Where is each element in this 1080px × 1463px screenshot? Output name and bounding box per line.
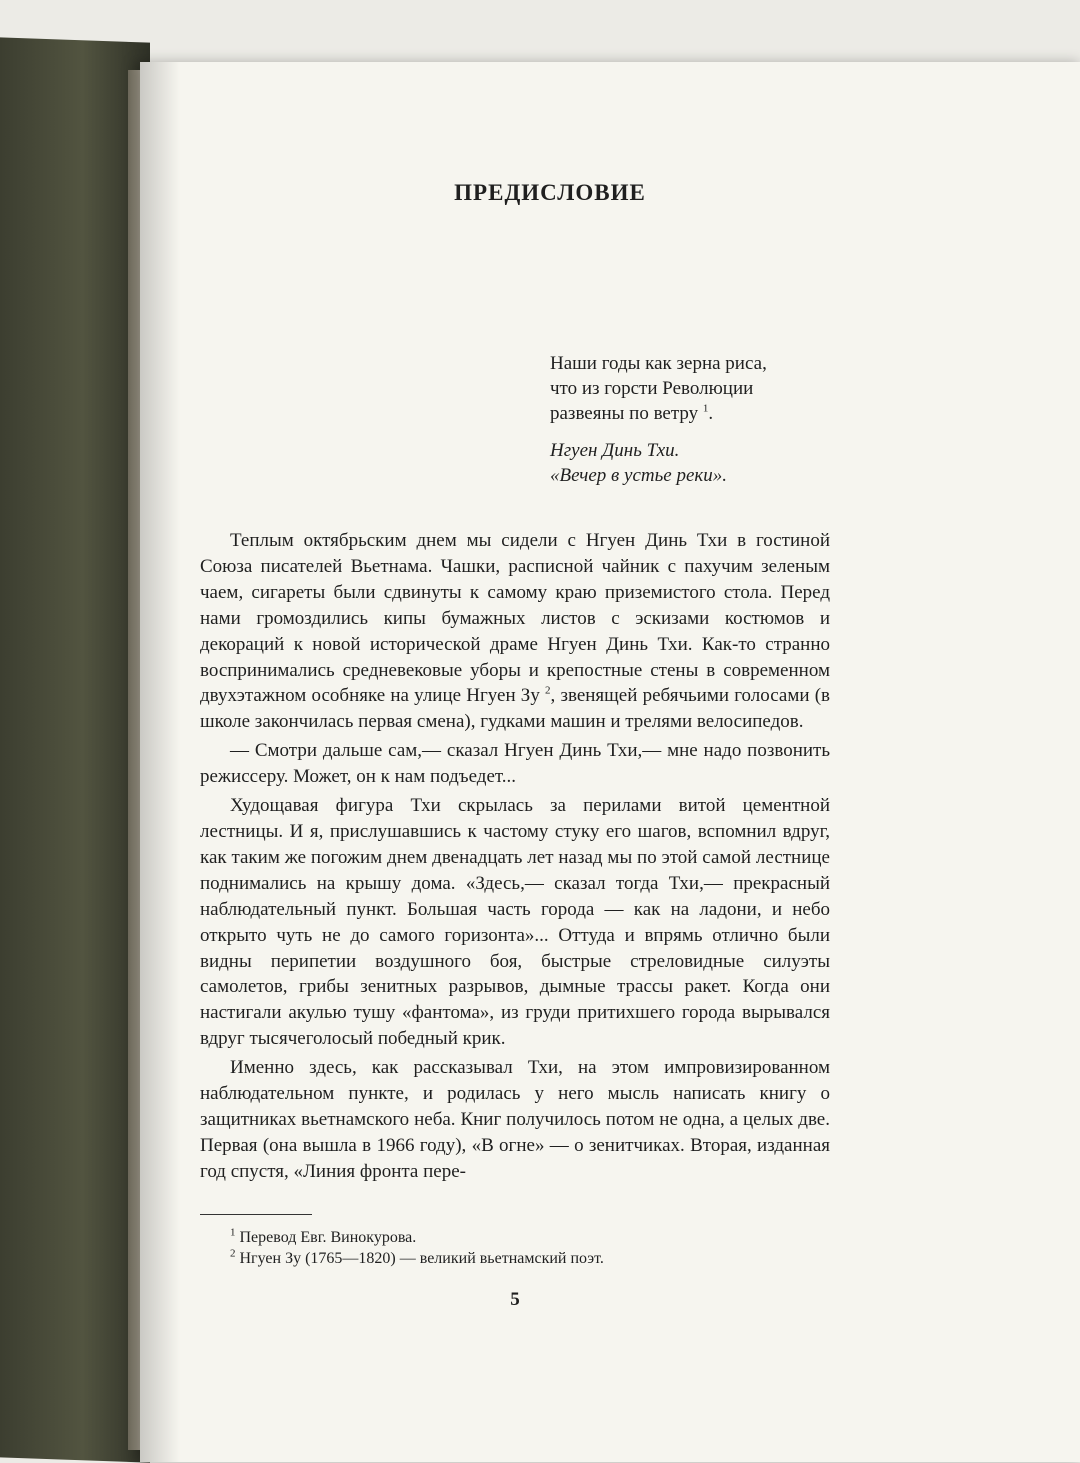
footnote: $^2$ Нгуен Зу (1765—1820) — великий вьетнамский поэт. [230,1247,604,1267]
footnote-mark: 1 [230,1226,236,1239]
epigraph [550,351,850,488]
paragraph: — Смотри дальше сам,— сказал Нгуен Динь Тхи,— мне надо позвонить режиссеру. Может, он к нам подъедет... [200,740,830,788]
footnote-divider [200,1214,312,1215]
epigraph-line: что из горсти Революции [550,378,754,399]
epigraph-line: развеяны по ветру $^1$. [550,402,714,424]
epigraph-verse [550,351,850,426]
page-number: 5 [510,1288,520,1310]
footnote: $^1$ Перевод Евг. Винокурова. [230,1226,417,1246]
page-title: ПРЕДИСЛОВИЕ [454,180,646,205]
epigraph-attribution [550,438,850,488]
paragraph: Теплым октябрьским днем мы сидели с Нгуен Динь Тхи в гостиной Союза писателей Вьетнама. Чашки, расписной чайник с пахучим зеленым чаем, сигареты были сдвинуты к самому краю приземистого стола. Перед нами громоздились кипы бумажных листов с эскизами костюмов и декораций к новой исторической драме Нгуен Динь Тхи. Как-то странно воспринимались средневековые уборы и крепостные стены в современном двухэтажном особняке на улице Нгуен Зу $^2$, звенящей ребячьими голосами (в школе закончилась первая смена), гудками машин и трелями велосипедов. [200,530,831,733]
page-gutter-shadow [140,62,180,1462]
footnote-ref: 1 [702,402,709,415]
epigraph-line: Наши годы как зерна риса, [550,353,767,374]
paragraph: Именно здесь, как рассказывал Тхи, на этом импровизированном наблюдательном пункте, и родилась у него мысль написать книгу о защитниках вьетнамского неба. Книг получилось потом не одна, а целых две. Первая (она вышла в 1966 году), «В огне» — о зенитчиках. Вторая, изданная год спустя, «Линия фронта пере- [200,1057,830,1182]
footnote-mark: 2 [230,1247,236,1260]
paragraph: Худощавая фигура Тхи скрылась за перилами витой цементной лестницы. И я, прислушавшись к частому стуку его шагов, вспомнил вдруг, как таким же погожим днем двенадцать лет назад мы по этой самой лестнице поднимались на крышу дома. «Здесь,— сказал тогда Тхи,— прекрасный наблюдательный пункт. Большая часть города — как на ладони, и небо открыто чуть не до самого горизонта»... Оттуда и впрямь отлично были видны перипетии воздушного боя, быстрые стреловидные силуэты самолетов, грибы зенитных разрывов, дымные трассы ракет. Когда они настигали акулью тушу «фантома», из груди притихшего города вырывался вдруг тысячеголосый победный крик. [200,795,830,1050]
footnotes [200,1227,830,1269]
footnote-ref: 2 [545,685,551,698]
epigraph-source: «Вечер в устье реки». [550,465,728,486]
page-content [200,170,830,1311]
body-text [200,528,830,1185]
epigraph-author: Нгуен Динь Тхи. [550,440,680,461]
